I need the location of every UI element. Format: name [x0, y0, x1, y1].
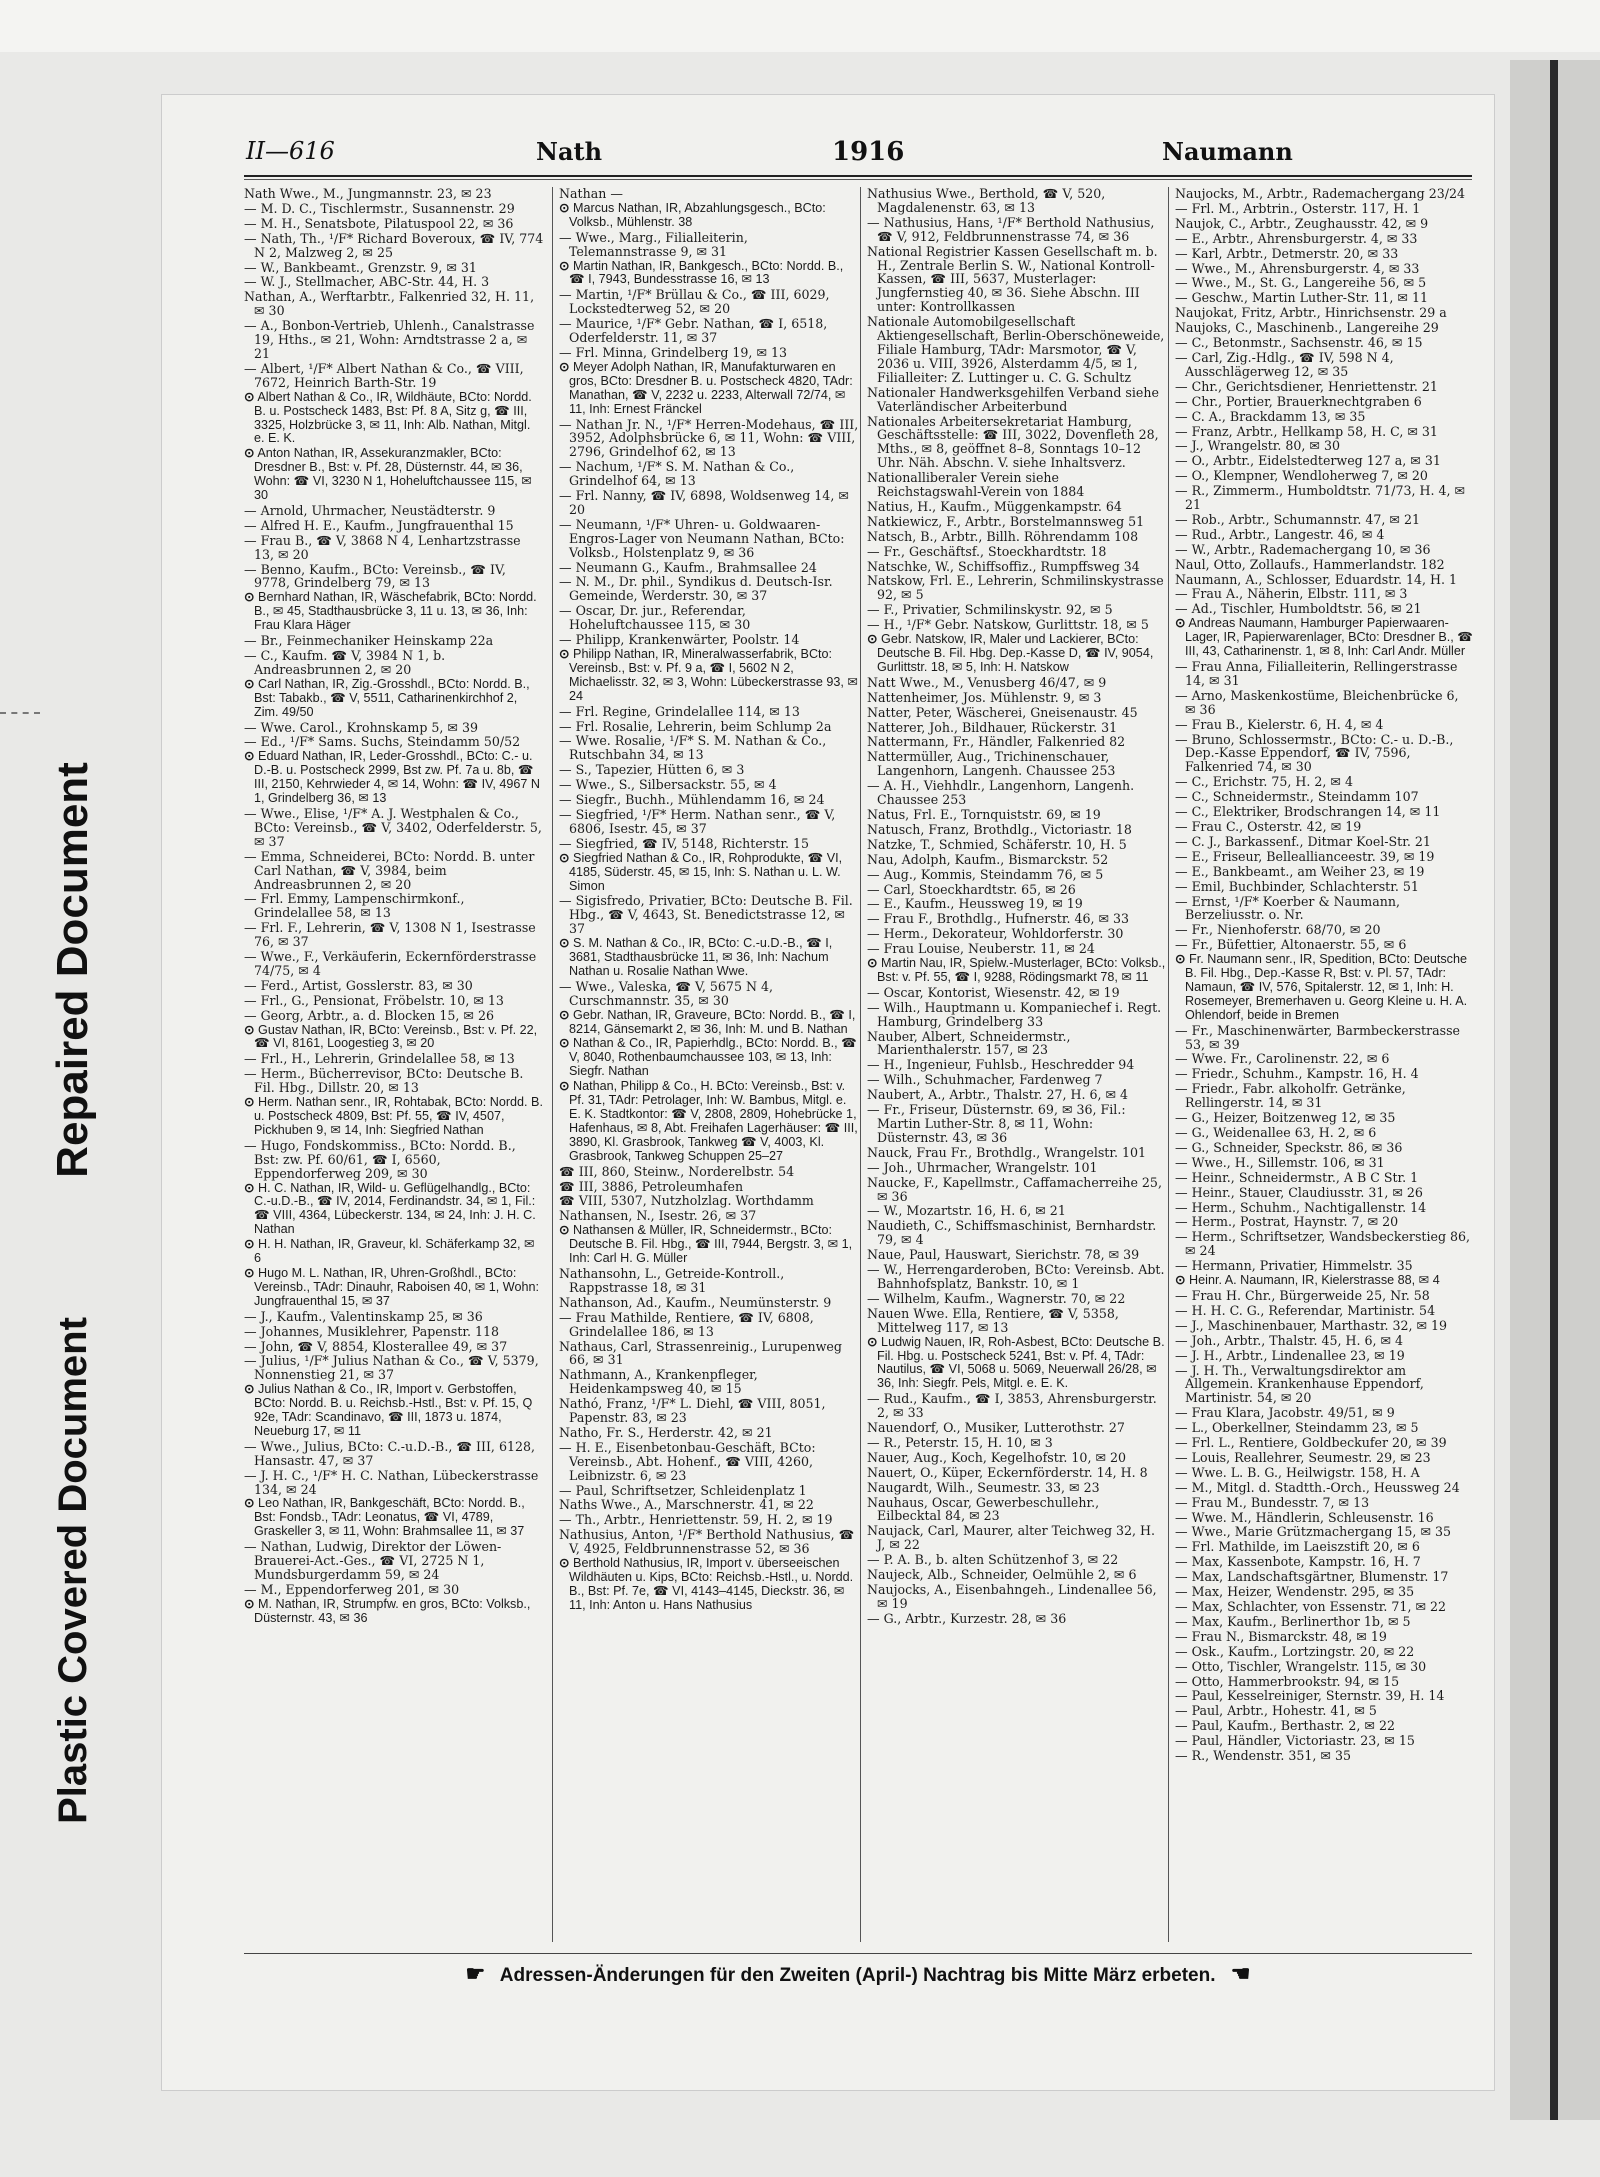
- directory-entry: Nationaler Handwerksgehilfen Verband siehe Vaterländischer Arbeiterbund: [867, 384, 1159, 414]
- directory-entry: — E., Kaufm., Heussweg 19, ✉ 19: [867, 896, 1083, 912]
- directory-entry: ⊙ Anton Nathan, IR, Assekuranzmakler, BCto: Dresdner B., Bst: v. Pf. 28, Düsternstr. 44, ✉ 36, Wohn: ☎ VI, 3230 N 1, Hoheluftchaussee 115, ✉ 30: [244, 446, 532, 503]
- directory-entry: ⊙ Leo Nathan, IR, Bankgeschäft, BCto: Nordd. B., Bst: Fondsb., TAdr: Leonatus, ☎ VI, 4789, Graskeller 3, ✉ 11, Wohn: Brahmsallee 11, ✉ 37: [244, 1496, 525, 1539]
- column-1: [244, 187, 550, 1942]
- directory-entry: Natusch, Franz, Brothdlg., Victoriastr. 18: [867, 821, 1132, 837]
- directory-entry: — Fr., Büfettier, Altonaerstr. 55, ✉ 6: [1175, 937, 1407, 953]
- directory-entry: — Joh., Arbtr., Thalstr. 45, H. 6, ✉ 4: [1175, 1332, 1404, 1348]
- directory-entry: — Frau C., Osterstr. 42, ✉ 19: [1175, 818, 1362, 834]
- directory-entry: — Neumann G., Kaufm., Brahmsallee 24: [559, 559, 817, 575]
- directory-entry: — Herm., Dekorateur, Wohldorferstr. 30: [867, 926, 1124, 942]
- directory-entry: — Frl., G., Pensionat, Fröbelstr. 10, ✉ 13: [244, 992, 504, 1008]
- directory-entry: — Frau B., Kielerstr. 6, H. 4, ✉ 4: [1175, 716, 1384, 732]
- directory-entry: Nauck, Frau Fr., Brothdlg., Wrangelstr. 101: [867, 1144, 1147, 1160]
- directory-entry: — L., Oberkellner, Steindamm 23, ✉ 5: [1175, 1420, 1419, 1436]
- directory-entry: — J., Maschinenbauer, Marthastr. 32, ✉ 19: [1175, 1317, 1448, 1333]
- directory-entry: — G., Schneider, Speckstr. 86, ✉ 36: [1175, 1139, 1403, 1155]
- directory-entry: — Frl. Nanny, ☎ IV, 6898, Woldsenweg 14, ✉ 20: [559, 488, 849, 517]
- directory-entry: Naul, Otto, Zollaufs., Hammerlandstr. 182: [1175, 556, 1445, 572]
- directory-entry: — Frl. L., Rentiere, Goldbeckufer 20, ✉ 39: [1175, 1435, 1447, 1451]
- directory-entry: — J. H., Arbtr., Lindenallee 23, ✉ 19: [1175, 1347, 1405, 1363]
- directory-entry: — M. H., Senatsbote, Pilatuspool 22, ✉ 36: [244, 215, 514, 231]
- directory-entry: Naths Wwe., A., Marschnerstr. 41, ✉ 22: [559, 1497, 814, 1513]
- directory-entry: — J., Wrangelstr. 80, ✉ 30: [1175, 438, 1341, 454]
- directory-entry: — H. E., Eisenbetonbau-Geschäft, BCto: Vereinsb., Abt. Hohenf., ☎ VIII, 4260, Leibnizstr. 6, ✉ 23: [559, 1439, 816, 1483]
- directory-entry: — Wwe., S., Silbersackstr. 55, ✉ 4: [559, 777, 777, 793]
- directory-entry: — Frl. Mathilde, im Laeiszstift 20, ✉ 6: [1175, 1539, 1420, 1555]
- directory-entry: — E., Arbtr., Ahrensburgerstr. 4, ✉ 33: [1175, 230, 1418, 246]
- directory-entry: ⊙ Berthold Nathusius, IR, Import v. überseeischen Wildhäuten u. Kips, BCto: Reichsb.-Hstl., u. Nordd. B., Bst: Pf. 7e, ☎ VI, 4143–4145, Dieckstr. 36, ✉ 11, Inh: Anton u. Hans Nathusius: [559, 1556, 854, 1612]
- directory-entry: Nattenheimer, Jos. Mühlenstr. 9, ✉ 3: [867, 689, 1102, 705]
- directory-entry: — O., Arbtr., Eidelstedterweg 127 a, ✉ 31: [1175, 453, 1441, 469]
- directory-entry: ⊙ Siegfried Nathan & Co., IR, Rohprodukte, ☎ VI, 4185, Süderstr. 45, ✉ 15, Inh: S. Nathan u. L. W. Simon: [559, 850, 843, 893]
- directory-entry: — Max, Schlachter, von Essenstr. 71, ✉ 22: [1175, 1599, 1447, 1614]
- directory-entry: — Siegfried, ¹/F* Herm. Nathan senr., ☎ V, 6806, Isestr. 45, ✉ 37: [559, 806, 836, 836]
- directory-entry: Nauer, Aug., Koch, Kegelhofstr. 10, ✉ 20: [867, 1449, 1127, 1465]
- directory-entry: — W., Herrengarderoben, BCto: Vereinsb. Abt. Bahnhofsplatz, Bankstr. 10, ✉ 1: [867, 1262, 1165, 1291]
- directory-entry: ⊙ Philipp Nathan, IR, Mineralwasserfabrik, BCto: Vereinsb., Bst: v. Pf. 9 a, ☎ I, 5602 N 2, Michaelisstr. 32, ✉ 3, Wohn: Lübeckerstrasse 93, ✉ 24: [559, 647, 858, 703]
- directory-entry: — Karl, Arbtr., Detmerstr. 20, ✉ 33: [1175, 245, 1399, 261]
- directory-entry: — Frau F., Brothdlg., Hufnerstr. 46, ✉ 33: [867, 911, 1130, 927]
- directory-entry: — Paul, Händler, Victoriastr. 23, ✉ 15: [1175, 1733, 1415, 1749]
- directory-entry: — Osk., Kaufm., Lortzingstr. 20, ✉ 22: [1175, 1643, 1415, 1659]
- directory-entry: ☎ III, 3886, Petroleumhafen: [559, 1178, 744, 1194]
- directory-entry: ⊙ Albert Nathan & Co., IR, Wildhäute, BCto: Nordd. B. u. Postscheck 1483, Bst: Pf. 8 A, Sitz g, ☎ III, 3325, Holzbrücke 3, ✉ 11, Inh: Alb. Nathan, Mitgl. e. E. K.: [244, 389, 532, 446]
- directory-entry: — R., Peterstr. 15, H. 10, ✉ 3: [867, 1434, 1053, 1450]
- directory-entry: — Nathan Jr. N., ¹/F* Herren-Modehaus, ☎ III, 3952, Adolphsbrücke 6, ✉ 11, Wohn: ☎ VIII, 2796, Grindelhof 62, ✉ 13: [559, 416, 859, 460]
- directory-entry: — Frau M., Bundesstr. 7, ✉ 13: [1175, 1494, 1370, 1510]
- directory-entry: — M., Mitgl. d. Stadtth.-Orch., Heussweg 24: [1175, 1479, 1460, 1495]
- directory-entry: — Wwe. Rosalie, ¹/F* S. M. Nathan & Co., Rutschbahn 34, ✉ 13: [559, 733, 827, 763]
- directory-entry: — Frl., H., Lehrerin, Grindelallee 58, ✉ 13: [244, 1051, 515, 1067]
- directory-entry: — Heinr., Schneidermstr., A B C Str. 1: [1175, 1169, 1419, 1185]
- directory-entry: Nathansohn, L., Getreide-Kontroll., Rappstrasse 18, ✉ 31: [559, 1265, 785, 1295]
- directory-entry: — Joh., Uhrmacher, Wrangelstr. 101: [867, 1159, 1098, 1175]
- directory-entry: — C., Betonmstr., Sachsenstr. 46, ✉ 15: [1175, 335, 1423, 351]
- directory-entry: — Martin, ¹/F* Brüllau & Co., ☎ III, 6029, Lockstedterweg 52, ✉ 20: [559, 287, 830, 317]
- directory-entry: — Paul, Kesselreiniger, Sternstr. 39, H. 14: [1175, 1688, 1445, 1704]
- directory-entry: Naujoks, C., Maschinenb., Langereihe 29: [1175, 320, 1439, 336]
- directory-entry: — Wwe., Julius, BCto: C.-u.D.-B., ☎ III, 6128, Hansastr. 47, ✉ 37: [244, 1438, 535, 1468]
- directory-entry: — Nathan, Ludwig, Direktor der Löwen-Brauerei-Act.-Ges., ☎ VI, 2725 N 1, Mundsburgerdamm 59, ✉ 24: [244, 1539, 502, 1582]
- directory-entry: — Albert, ¹/F* Albert Nathan & Co., ☎ VIII, 7672, Heinrich Barth-Str. 19: [244, 360, 524, 390]
- plastic-covered-label: [38, 1260, 108, 1880]
- column-3: [860, 187, 1173, 1942]
- directory-entry: — W. J., Stellmacher, ABC-Str. 44, H. 3: [244, 274, 490, 290]
- directory-entry: ⊙ Andreas Naumann, Hamburger Papierwaaren-Lager, IR, Papierwarenlager, BCto: Dresdner B., ☎ III, 43, Catharinenstr. 1, ✉ 8, Inh: Carl Andr. Müller: [1175, 616, 1473, 659]
- directory-entry: — Frau N., Bismarckstr. 48, ✉ 19: [1175, 1628, 1387, 1644]
- directory-entry: — Franz, Arbtr., Hellkamp 58, H. C, ✉ 31: [1175, 423, 1438, 439]
- directory-entry: — Nachum, ¹/F* S. M. Nathan & Co., Grindelhof 64, ✉ 13: [559, 459, 795, 489]
- directory-entry: — Herm., Schriftsetzer, Wandsbeckerstieg 86, ✉ 24: [1175, 1229, 1471, 1259]
- directory-entry: — Th., Arbtr., Henriettenstr. 59, H. 2, ✉ 19: [559, 1512, 833, 1528]
- directory-entry: Nau, Adolph, Kaufm., Bismarckstr. 52: [867, 851, 1109, 867]
- directory-entry: — G., Weidenallee 63, H. 2, ✉ 6: [1175, 1125, 1377, 1140]
- directory-entry: ⊙ Meyer Adolph Nathan, IR, Manufakturwaren en gros, BCto: Dresdner B. u. Postscheck 4820, TAdr: Manathan, ☎ V, 2232 u. 2233, Alterwall 72/74, ✉ 11, Inh: Ernest Fränckel: [559, 359, 853, 416]
- directory-entry: — C., Kaufm. ☎ V, 3984 N 1, b. Andreasbrunnen 2, ✉ 20: [244, 648, 446, 677]
- directory-entry: — F., Privatier, Schmilinskystr. 92, ✉ 5: [867, 602, 1113, 618]
- directory-entry: Nathusius, Anton, ¹/F* Berthold Nathusius, ☎ V, 4925, Feldbrunnenstrasse 52, ✉ 36: [559, 1527, 855, 1557]
- directory-entry: — Oscar, Dr. jur., Referendar, Hoheluftchaussee 115, ✉ 30: [559, 603, 751, 633]
- directory-entry: — Oscar, Kontorist, Wiesenstr. 42, ✉ 19: [867, 984, 1120, 1000]
- directory-entry: — Fr., Friseur, Düsternstr. 69, ✉ 36, Fil.: Martin Luther-Str. 8, ✉ 11, Wohn: Düsternstr. 43, ✉ 36: [867, 1102, 1126, 1145]
- pointing-hand-icon: ☚: [1230, 1961, 1251, 1986]
- directory-entry: — Frl. F., Lehrerin, ☎ V, 1308 N 1, Isestrasse 76, ✉ 37: [244, 920, 536, 950]
- directory-entry: — Georg, Arbtr., a. d. Blocken 15, ✉ 26: [244, 1007, 494, 1023]
- directory-entry: — Frau B., ☎ V, 3868 N 4, Lenhartzstrasse 13, ✉ 20: [244, 532, 521, 562]
- directory-entry: — Wwe. L. B. G., Heilwigstr. 158, H. A: [1175, 1464, 1420, 1480]
- directory-entry: Nathusius Wwe., Berthold, ☎ V, 520, Magdalenenstr. 63, ✉ 13: [867, 187, 1106, 215]
- directory-entry: ⊙ Carl Nathan, IR, Zig.-Grosshdl., BCto: Nordd. B., Bst: Tabakb., ☎ V, 5511, Catharinenkirchhof 2, Zim. 49/50: [244, 676, 530, 719]
- directory-entry: — Wwe. Fr., Carolinenstr. 22, ✉ 6: [1175, 1051, 1390, 1067]
- directory-entry: — G., Arbtr., Kurzestr. 28, ✉ 36: [867, 1610, 1067, 1626]
- directory-entry: — J. H. Th., Verwaltungsdirektor am Allgemein. Krankenhause Eppendorf, Martinistr. 54, ✉ 20: [1175, 1362, 1424, 1406]
- directory-entry: — Louis, Reallehrer, Seumestr. 29, ✉ 23: [1175, 1449, 1431, 1465]
- directory-entry: — Herm., Bücherrevisor, BCto: Deutsche B. Fil. Hbg., Dillstr. 20, ✉ 13: [244, 1066, 524, 1096]
- directory-entry: Naujokat, Fritz, Arbtr., Hinrichsenstr. 29 a: [1175, 305, 1447, 321]
- directory-entry: ⊙ Bernhard Nathan, IR, Wäschefabrik, BCto: Nordd. B., ✉ 45, Stadthausbrücke 3, 11 u. 13, ✉ 36, Inh: Frau Klara Häger: [244, 590, 537, 633]
- directory-entry: Nauen Wwe. Ella, Rentiere, ☎ V, 5358, Mittelweg 117, ✉ 13: [867, 1305, 1119, 1335]
- directory-entry: — Frl. M., Arbtrin., Osterstr. 117, H. 1: [1175, 200, 1421, 216]
- directory-entry: Naubert, A., Arbtr., Thalstr. 27, H. 6, ✉ 4: [867, 1087, 1129, 1103]
- directory-entry: ⊙ S. M. Nathan & Co., IR, BCto: C.-u.D.-B., ☎ I, 3681, Stadthausbrücke 11, ✉ 36, Inh: Nachum Nathan u. Rosalie Nathan Wwe.: [559, 936, 833, 978]
- directory-entry: Nath Wwe., M., Jungmannstr. 23, ✉ 23: [244, 187, 492, 201]
- directory-entry: — Wwe., H., Sillemstr. 106, ✉ 31: [1175, 1154, 1385, 1170]
- directory-entry: — Heinr., Stauer, Claudiusstr. 31, ✉ 26: [1175, 1184, 1423, 1200]
- directory-entry: — Chr., Portier, Brauerknechtgraben 6: [1175, 393, 1422, 409]
- directory-entry: ⊙ H. C. Nathan, IR, Wild- u. Geflügelhandlg., BCto: C.-u.D.-B., ☎ IV, 2014, Ferdinandstr. 34, ✉ 1, Fil.: ☎ VIII, 4364, Lübeckerstr. 134, ✉ 24, Inh: J. H. C. Nathan: [244, 1180, 536, 1237]
- directory-entry: — Frl. Rosalie, Lehrerin, beim Schlump 2a: [559, 718, 832, 734]
- directory-entry: Nauber, Albert, Schneidermstr., Marienthalerstr. 157, ✉ 23: [867, 1028, 1071, 1058]
- directory-entry: — Frau Klara, Jacobstr. 49/51, ✉ 9: [1175, 1405, 1395, 1421]
- directory-page: [162, 95, 1494, 2090]
- directory-entry: — Max, Landschaftsgärtner, Blumenstr. 17: [1175, 1569, 1449, 1585]
- header-rule: [244, 175, 1472, 177]
- directory-entry: — Fr., Geschäftsf., Stoeckhardtstr. 18: [867, 543, 1107, 559]
- directory-entry: Nationales Arbeitersekretariat Hamburg, Geschäftsstelle: ☎ III, 3022, Dovenfleth 28, Mths., ✉ 8, geöffnet 8–8, Sonntags 10–12 Uhr. Näh. Abschn. V. siehe Inhaltsverz.: [867, 413, 1159, 471]
- directory-entry: — Neumann, ¹/F* Uhren- u. Goldwaaren-Engros-Lager von Neumann Nathan, BCto: Volksb., Holstenplatz 9, ✉ 36: [559, 516, 845, 560]
- directory-entry: — Geschw., Martin Luther-Str. 11, ✉ 11: [1175, 290, 1428, 306]
- directory-entry: ⊙ H. H. Nathan, IR, Graveur, kl. Schäferkamp 32, ✉ 6: [244, 1237, 535, 1266]
- directory-entry: ⊙ M. Nathan, IR, Strumpfw. en gros, BCto: Volksb., Düsternstr. 43, ✉ 36: [244, 1596, 531, 1625]
- directory-entry: Nattermüller, Aug., Trichinenschauer, Langenhorn, Langenh. Chaussee 253: [867, 749, 1116, 779]
- directory-entry: — Paul, Schriftsetzer, Schleidenplatz 1: [559, 1482, 807, 1498]
- directory-entry: — W., Arbtr., Rademachergang 10, ✉ 36: [1175, 541, 1431, 557]
- directory-entry: — Bruno, Schlossermstr., BCto: C.- u. D.-B., Dep.-Kasse Eppendorf, ☎ IV, 7596, Falkenried 74, ✉ 30: [1175, 731, 1454, 775]
- directory-entry: — Johannes, Musiklehrer, Papenstr. 118: [244, 1323, 500, 1339]
- directory-entry: — Julius, ¹/F* Julius Nathan & Co., ☎ V, 5379, Nonnenstieg 21, ✉ 37: [244, 1353, 539, 1383]
- directory-entry: — A. H., Viehhdlr., Langenhorn, Langenh. Chaussee 253: [867, 778, 1135, 808]
- directory-entry: Naujack, Carl, Maurer, alter Teichweg 32, H. J, ✉ 22: [867, 1523, 1156, 1553]
- directory-entry: — H., ¹/F* Gebr. Natskow, Gurlittstr. 18, ✉ 5: [867, 617, 1149, 633]
- directory-entry: ⊙ Julius Nathan & Co., IR, Import v. Gerbstoffen, BCto: Nordd. B. u. Reichsb.-Hstl., Bst: v. Pf. 15, Q 92e, TAdr: Scandinavo, ☎ III, 1873 u. 1874, Neueburg 17, ✉ 11: [244, 1382, 533, 1438]
- directory-entry: — Frl. Minna, Grindelberg 19, ✉ 13: [559, 344, 788, 360]
- directory-entry: — Fr., Maschinenwärter, Barmbeckerstrasse 53, ✉ 39: [1175, 1022, 1461, 1052]
- directory-entry: — Rob., Arbtr., Schumannstr. 47, ✉ 21: [1175, 511, 1420, 527]
- directory-entry: — J., Kaufm., Valentinskamp 25, ✉ 36: [244, 1308, 483, 1324]
- directory-entry: — R., Zimmerm., Humboldtstr. 71/73, H. 4, ✉ 21: [1175, 483, 1466, 513]
- directory-entry: — C., Erichstr. 75, H. 2, ✉ 4: [1175, 774, 1353, 790]
- directory-entry: — Br., Feinmechaniker Heinskamp 22a: [244, 633, 494, 649]
- directory-entry: Naujeck, Alb., Schneider, Oelmühle 2, ✉ 6: [867, 1567, 1137, 1583]
- directory-entry: — Nathusius, Hans, ¹/F* Berthold Nathusius, ☎ V, 912, Feldbrunnenstrasse 74, ✉ 36: [867, 214, 1155, 244]
- directory-entry: — W., Bankbeamt., Grenzstr. 9, ✉ 31: [244, 259, 477, 275]
- page-edge-shadow: [1550, 60, 1558, 2120]
- directory-entry: — N. M., Dr. phil., Syndikus d. Deutsch-Isr. Gemeinde, Werderstr. 30, ✉ 37: [559, 574, 833, 604]
- directory-entry: ⊙ Gebr. Natskow, IR, Maler und Lackierer, BCto: Deutsche B. Fil. Hbg. Dep.-Kasse D, ☎ IV, 9054, Gurlittstr. 18, ✉ 5, Inh: H. Natskow: [867, 632, 1154, 674]
- directory-entry: — Emma, Schneiderei, BCto: Nordd. B. unter Carl Nathan, ☎ V, 3984, beim Andreasbrunnen 2, ✉ 20: [244, 848, 535, 892]
- directory-entry: — Hugo, Fondskommiss., BCto: Nordd. B., Bst: zw. Pf. 60/61, ☎ I, 6560, Eppendorferweg 209, ✉ 30: [244, 1137, 516, 1181]
- directory-entry: Naumann, A., Schlosser, Eduardstr. 14, H. 1: [1175, 571, 1457, 587]
- directory-entry: ⊙ Nathan, Philipp & Co., H. BCto: Vereinsb., Bst: v. Pf. 31, TAdr: Petrolager, Inh: W. Bambus, Mitgl. e. E. K. Stadtkontor: ☎ V, 2808, 2809, Hohebrücke 1, Hafenhaus, ✉ 8, Abt. Freihafen Lagerhäuser: ☎ III, 3890, Kl. Grasbrook, Tankweg ☎ V, 4003, Kl. Grasbrook, Tankweg Schuppen 25–27: [559, 1079, 858, 1163]
- directory-entry: — Wwe. Carol., Krohnskamp 5, ✉ 39: [244, 719, 479, 735]
- directory-entry: Nationalliberaler Verein siehe Reichstagswahl-Verein von 1884: [867, 470, 1085, 500]
- directory-entry: ⊙ Fr. Naumann senr., IR, Spedition, BCto: Deutsche B. Fil. Hbg., Dep.-Kasse R, Bst: v. Pl. 57, TAdr: Namaun, ☎ IV, 576, Spitalerstr. 12, ✉ 1, Inh: H. Rosemeyer, Bremerhaven u. Georg Kleine u. H. A. Ohlendorf, beide in Bremen: [1175, 952, 1468, 1022]
- directory-entry: ⊙ Heinr. A. Naumann, IR, Kielerstrasse 88, ✉ 4: [1175, 1273, 1440, 1288]
- directory-entry: — Emil, Buchbinder, Schlachterstr. 51: [1175, 878, 1419, 894]
- directory-entry: — Sigisfredo, Privatier, BCto: Deutsche B. Fil. Hbg., ☎ V, 4643, St. Benedictstrasse 12, ✉ 37: [559, 893, 853, 937]
- directory-entry: Natterer, Joh., Bildhauer, Rückerstr. 31: [867, 719, 1118, 735]
- directory-entry: Nathan —: [559, 187, 623, 201]
- directory-entry: — Alfred H. E., Kaufm., Jungfrauenthal 15: [244, 517, 514, 533]
- directory-entry: Naujok, C., Arbtr., Zeughausstr. 42, ✉ 9: [1175, 215, 1429, 231]
- directory-entry: Nathanson, Ad., Kaufm., Neumünsterstr. 9: [559, 1294, 832, 1310]
- directory-entry: Nationale Automobilgesellschaft Aktiengesellschaft, Berlin-Oberschöneweide, Filiale Hamburg, TAdr: Marsmotor, ☎ V, 2036 u. VIII, 3926, Alsterdamm 4/5, ✉ 1, Filialleiter: Z. Luttinger u. C. G. Schultz: [867, 314, 1165, 385]
- directory-entry: — C., Schneidermstr., Steindamm 107: [1175, 789, 1419, 805]
- plastic-covered-text: Plastic Covered Document: [50, 1316, 95, 1824]
- directory-entry: — Max, Heizer, Wendenstr. 295, ✉ 35: [1175, 1584, 1415, 1600]
- directory-entry: Natkiewicz, F., Arbtr., Borstelmannsweg 51: [867, 513, 1145, 529]
- directory-entry: — Herm., Schuhm., Nachtigallenstr. 14: [1175, 1199, 1427, 1215]
- directory-entry: — Wwe., Marg., Filialleiterin, Telemannstrasse 9, ✉ 31: [559, 229, 748, 259]
- directory-entry: Naue, Paul, Hauswart, Sierichstr. 78, ✉ 39: [867, 1247, 1140, 1263]
- directory-entry: — Wwe., F., Verkäuferin, Eckernförderstrasse 74/75, ✉ 4: [244, 949, 537, 978]
- directory-entry: — Ernst, ¹/F* Koerber & Naumann, Berzeliusstr. o. Nr.: [1175, 893, 1400, 923]
- directory-entry: — Rud., Kaufm., ☎ I, 3853, Ahrensburgerstr. 2, ✉ 33: [867, 1391, 1157, 1421]
- directory-entry: ⊙ Nathansen & Müller, IR, Schneidermstr., BCto: Deutsche B. Fil. Hbg., ☎ III, 7944, Bergstr. 3, ✉ 1, Inh: Carl H. G. Müller: [559, 1223, 853, 1266]
- directory-entry: ⊙ Hugo M. L. Nathan, IR, Uhren-Großhdl., BCto: Vereinsb., TAdr: Dinauhr, Raboisen 40, ✉ 1, Wohn: Jungfrauenthal 15, ✉ 37: [244, 1265, 539, 1308]
- repaired-document-label: [38, 690, 108, 1250]
- directory-entry: — Ad., Tischler, Humboldtstr. 56, ✉ 21: [1175, 601, 1422, 617]
- footer-text: Adressen-Änderungen für den Zweiten (April-) Nachtrag bis Mitte März erbeten.: [499, 1965, 1216, 1986]
- scan-border: [0, 0, 1600, 52]
- fold-mark: [0, 712, 40, 714]
- directory-entry: — P. A. B., b. alten Schützenhof 3, ✉ 22: [867, 1552, 1119, 1568]
- directory-entry: — Benno, Kaufm., BCto: Vereinsb., ☎ IV, 9778, Grindelberg 79, ✉ 13: [244, 561, 506, 591]
- directory-entry: — John, ☎ V, 8854, Klosterallee 49, ✉ 37: [244, 1338, 508, 1354]
- column-2: [552, 187, 865, 1942]
- directory-entry: — Frau H. Chr., Bürgerweide 25, Nr. 58: [1175, 1287, 1430, 1303]
- footer-rule: [244, 1953, 1472, 1954]
- directory-entry: Naudieth, C., Schiffsmaschinist, Bernhardstr. 79, ✉ 4: [867, 1218, 1157, 1248]
- directory-entry: — Friedr., Schuhm., Kampstr. 16, H. 4: [1175, 1066, 1419, 1082]
- directory-entry: Nathan, A., Werftarbtr., Falkenried 32, H. 11, ✉ 30: [244, 289, 535, 319]
- directory-entry: — Max, Kassenbote, Kampstr. 16, H. 7: [1175, 1554, 1421, 1570]
- directory-entry: — C. A., Brackdamm 13, ✉ 35: [1175, 408, 1366, 424]
- directory-entry: — A., Bonbon-Vertrieb, Uhlenh., Canalstrasse 19, Hths., ✉ 21, Wohn: Arndtstrasse 2 a, ✉ 21: [244, 318, 535, 361]
- directory-entry: — Wwe., Marie Grützmachergang 15, ✉ 35: [1175, 1524, 1452, 1540]
- directory-entry: Nathansen, N., Isestr. 26, ✉ 37: [559, 1208, 757, 1224]
- directory-entry: — Wilhelm, Kaufm., Wagnerstr. 70, ✉ 22: [867, 1290, 1126, 1306]
- directory-entry: — R., Wendenstr. 351, ✉ 35: [1175, 1748, 1351, 1764]
- directory-entry: — Rud., Arbtr., Langestr. 46, ✉ 4: [1175, 526, 1385, 542]
- directory-entry: — Nath, Th., ¹/F* Richard Boveroux, ☎ IV, 774 N 2, Malzweg 2, ✉ 25: [244, 230, 544, 260]
- directory-entry: ⊙ Marcus Nathan, IR, Abzahlungsgesch., BCto: Volksb., Mühlenstr. 38: [559, 200, 826, 229]
- directory-entry: ☎ VIII, 5307, Nutzholzlag. Worthdamm: [559, 1193, 814, 1209]
- directory-entry: — Paul, Arbtr., Hohestr. 41, ✉ 5: [1175, 1703, 1377, 1719]
- directory-entry: — Paul, Kaufm., Berthastr. 2, ✉ 22: [1175, 1718, 1395, 1734]
- directory-entry: — M., Eppendorferweg 201, ✉ 30: [244, 1581, 460, 1597]
- directory-entry: — G., Heizer, Boitzenweg 12, ✉ 35: [1175, 1110, 1396, 1126]
- directory-entry: Natsch, B., Arbtr., Billh. Röhrendamm 108: [867, 528, 1139, 544]
- directory-entry: — Arnold, Uhrmacher, Neustädterstr. 9: [244, 502, 496, 518]
- directory-entry: — J. H. C., ¹/F* H. C. Nathan, Lübeckerstrasse 134, ✉ 24: [244, 1467, 539, 1497]
- column-4: [1168, 187, 1473, 1942]
- directory-entry: — Frau Mathilde, Rentiere, ☎ IV, 6808, Grindelallee 186, ✉ 13: [559, 1309, 814, 1339]
- directory-entry: Naugardt, Wilh., Seumestr. 33, ✉ 23: [867, 1479, 1100, 1495]
- directory-entry: — Aug., Kommis, Steindamm 76, ✉ 5: [867, 866, 1104, 882]
- directory-entry: Natter, Peter, Wäscherei, Gneisenaustr. 45: [867, 704, 1138, 720]
- directory-entry: Nauert, O., Küper, Eckernförderstr. 14, H. 8: [867, 1464, 1148, 1480]
- directory-entry: ⊙ Ludwig Nauen, IR, Roh-Asbest, BCto: Deutsche B. Fil. Hbg. u. Postscheck 5241, Bst: v. Pf. 4, TAdr: Nautilus, ☎ VI, 5068 u. 5069, Neuerwall 26/28, ✉ 36, Inh: Siegfr. Pels, Mitgl. e. E. K.: [867, 1334, 1165, 1391]
- directory-entry: ⊙ Martin Nau, IR, Spielw.-Musterlager, BCto: Volksb., Bst: v. Pf. 55, ☎ I, 9288, Rödingsmarkt 78, ✉ 11: [867, 956, 1166, 984]
- directory-entry: — Frl. Emmy, Lampenschirmkonf., Grindelallee 58, ✉ 13: [244, 891, 465, 921]
- directory-entry: — Wwe., M., Ahrensburgerstr. 4, ✉ 33: [1175, 260, 1420, 276]
- directory-entry: ⊙ Nathan & Co., IR, Papierhdlg., BCto: Nordd. B., ☎ V, 8040, Rothenbaumchaussee 103, ✉ 13, Inh: Siegfr. Nathan: [559, 1036, 857, 1079]
- directory-entry: — Frau A., Näherin, Elbstr. 111, ✉ 3: [1175, 586, 1408, 602]
- directory-entry: — E., Bankbeamt., am Weiher 23, ✉ 19: [1175, 863, 1425, 879]
- directory-entry: — O., Klempner, Wendloherweg 7, ✉ 20: [1175, 468, 1428, 484]
- directory-entry: — Ed., ¹/F* Sams. Suchs, Steindamm 50/52: [244, 734, 521, 750]
- header-right-word: Naumann: [1162, 137, 1293, 166]
- directory-entry: Nathmann, A., Krankenpfleger, Heidenkampsweg 40, ✉ 15: [559, 1367, 758, 1397]
- pointing-hand-icon: ☛: [465, 1961, 486, 1986]
- directory-entry: — Wilh., Schuhmacher, Fardenweg 7: [867, 1072, 1103, 1088]
- header-rule-thin: [244, 179, 1472, 180]
- directory-entry: Natho, Fr. S., Herderstr. 42, ✉ 21: [559, 1424, 773, 1440]
- directory-entry: — Arno, Maskenkostüme, Bleichenbrücke 6, ✉ 36: [1175, 687, 1459, 717]
- directory-entry: — H. H. C. G., Referendar, Martinistr. 54: [1175, 1302, 1436, 1318]
- header-year: 1916: [832, 137, 905, 167]
- directory-entry: Nattermann, Fr., Händler, Falkenried 82: [867, 734, 1126, 750]
- page-header: [162, 137, 1494, 177]
- directory-entry: — S., Tapezier, Hütten 6, ✉ 3: [559, 762, 745, 778]
- directory-entry: — Carl, Stoeckhardtstr. 65, ✉ 26: [867, 881, 1076, 897]
- directory-entry: ⊙ Martin Nathan, IR, Bankgesch., BCto: Nordd. B., ☎ I, 7943, Bundesstrasse 16, ✉ 13: [559, 258, 844, 287]
- directory-entry: Nauendorf, O., Musiker, Lutterothstr. 27: [867, 1420, 1125, 1436]
- directory-entry: — Otto, Tischler, Wrangelstr. 115, ✉ 30: [1175, 1658, 1427, 1674]
- directory-entry: Natus, Frl. E., Tornquiststr. 69, ✉ 19: [867, 806, 1101, 822]
- directory-entry: ⊙ Eduard Nathan, IR, Leder-Grosshdl., BCto: C.- u. D.-B. u. Postscheck 2999, Bst zw. Pf. 7a u. 8b, ☎ III, 2150, Kehrwieder 4, ✉ 14, Wohn: ☎ IV, 4967 N 1, Grindelberg 36, ✉ 13: [244, 749, 540, 806]
- directory-entry: Nathó, Franz, ¹/F* L. Diehl, ☎ VIII, 8051, Papenstr. 83, ✉ 23: [559, 1396, 826, 1426]
- adjacent-page-edge: [1510, 60, 1600, 2120]
- directory-entry: — Maurice, ¹/F* Gebr. Nathan, ☎ I, 6518, Oderfelderstr. 11, ✉ 37: [559, 316, 828, 346]
- directory-entry: — Ferd., Artist, Gosslerstr. 83, ✉ 30: [244, 977, 473, 993]
- repaired-document-text: Repaired Document: [48, 762, 98, 1178]
- directory-entry: — Wwe. M., Händlerin, Schleusenstr. 16: [1175, 1509, 1434, 1525]
- page-number: II—616: [246, 137, 335, 165]
- directory-entry: Natskow, Frl. E., Lehrerin, Schmilinskystrasse 92, ✉ 5: [867, 573, 1164, 603]
- directory-entry: — E., Friseur, Belleallianceestr. 39, ✉ 19: [1175, 848, 1435, 864]
- directory-entry: — Fr., Nienhoferstr. 68/70, ✉ 20: [1175, 922, 1381, 938]
- directory-entry: — Herm., Postrat, Haynstr. 7, ✉ 20: [1175, 1214, 1399, 1230]
- directory-entry: — Frl. Regine, Grindelallee 114, ✉ 13: [559, 703, 800, 719]
- directory-entry: Natius, H., Kaufm., Müggenkampstr. 64: [867, 498, 1122, 514]
- directory-entry: — Wilh., Hauptmann u. Kompaniechef i. Regt. Hamburg, Grindelberg 33: [867, 999, 1162, 1029]
- directory-entry: Naujocks, A., Eisenbahngeh., Lindenallee 56, ✉ 19: [867, 1582, 1157, 1611]
- directory-entry: Natt Wwe., M., Venusberg 46/47, ✉ 9: [867, 674, 1107, 690]
- directory-entry: — Friedr., Fabr. alkoholfr. Getränke, Rellingerstr. 14, ✉ 31: [1175, 1081, 1406, 1111]
- directory-entry: — Wwe., Valeska, ☎ V, 5675 N 4, Curschmannstr. 35, ✉ 30: [559, 978, 773, 1008]
- directory-entry: — Max, Kaufm., Berlinerthor 1b, ✉ 5: [1175, 1613, 1411, 1629]
- directory-entry: Nauhaus, Oscar, Gewerbeschullehr., Eilbecktal 84, ✉ 23: [867, 1494, 1100, 1524]
- directory-entry: — Siegfried, ☎ IV, 5148, Richterstr. 15: [559, 835, 810, 851]
- directory-entry: ⊙ Gebr. Nathan, IR, Graveure, BCto: Nordd. B., ☎ I, 8214, Gänsemarkt 2, ✉ 36, Inh: M. und B. Nathan: [559, 1007, 856, 1036]
- directory-entry: Naucke, F., Kapellmstr., Caffamacherreihe 25, ✉ 36: [867, 1174, 1162, 1204]
- directory-entry: — Chr., Gerichtsdiener, Henriettenstr. 21: [1175, 378, 1438, 394]
- footer-notice: [244, 1961, 1472, 1987]
- directory-entry: Nathaus, Carl, Strassenreinig., Lurupenweg 66, ✉ 31: [559, 1338, 842, 1368]
- directory-entry: — Wwe., Elise, ¹/F* A. J. Westphalen & Co., BCto: Vereinsb., ☎ V, 3402, Oderfelderstr. 5, ✉ 37: [244, 805, 542, 849]
- directory-entry: Naujocks, M., Arbtr., Rademachergang 23/24: [1175, 187, 1465, 201]
- directory-columns: [244, 187, 1472, 1942]
- directory-entry: — W., Mozartstr. 16, H. 6, ✉ 21: [867, 1203, 1066, 1219]
- directory-entry: — H., Ingenieur, Fuhlsb., Heschredder 94: [867, 1057, 1135, 1073]
- directory-entry: — Wwe., M., St. G., Langereihe 56, ✉ 5: [1175, 275, 1427, 291]
- directory-entry: ⊙ Herm. Nathan senr., IR, Rohtabak, BCto: Nordd. B. u. Postscheck 4809, Bst: Pf. 55, ☎ IV, 4507, Pickhuben 9, ✉ 14, Inh: Siegfried Nathan: [244, 1095, 543, 1137]
- directory-entry: ⊙ Gustav Nathan, IR, BCto: Vereinsb., Bst: v. Pf. 22, ☎ VI, 8161, Loogestieg 3, ✉ 20: [244, 1022, 538, 1051]
- directory-entry: — Carl, Zig.-Hdlg., ☎ IV, 598 N 4, Ausschlägerweg 12, ✉ 35: [1175, 349, 1394, 379]
- directory-entry: — Siegfr., Buchh., Mühlendamm 16, ✉ 24: [559, 792, 825, 808]
- directory-entry: — M. D. C., Tischlermstr., Susannenstr. 29: [244, 200, 515, 216]
- directory-entry: — C. J., Barkassenf., Ditmar Koel-Str. 21: [1175, 833, 1431, 849]
- directory-entry: — Frau Louise, Neuberstr. 11, ✉ 24: [867, 941, 1095, 957]
- directory-entry: National Registrier Kassen Gesellschaft m. b. H., Zentrale Berlin S. W., National Kontroll-Kassen, ☎ III, 5637, Musterlager: Jungfernstieg 40, ✉ 36. Siehe Abschn. III unter: Kontrollkassen: [867, 243, 1158, 315]
- directory-entry: — C., Elektriker, Brodschrangen 14, ✉ 11: [1175, 804, 1441, 820]
- directory-entry: Natschke, W., Schiffsoffiz., Rumpffsweg 34: [867, 558, 1140, 574]
- directory-entry: Natzke, T., Schmied, Schäferstr. 10, H. 5: [867, 836, 1127, 852]
- directory-entry: — Hermann, Privatier, Himmelstr. 35: [1175, 1258, 1413, 1274]
- directory-entry: ☎ III, 860, Steinw., Norderelbstr. 54: [559, 1163, 795, 1179]
- directory-entry: — Otto, Hammerbrookstr. 94, ✉ 15: [1175, 1673, 1400, 1689]
- directory-entry: — Frau Anna, Filialleiterin, Rellingerstrasse 14, ✉ 31: [1175, 659, 1458, 688]
- header-left-word: Nath: [536, 137, 603, 166]
- directory-entry: — Philipp, Krankenwärter, Poolstr. 14: [559, 632, 800, 648]
